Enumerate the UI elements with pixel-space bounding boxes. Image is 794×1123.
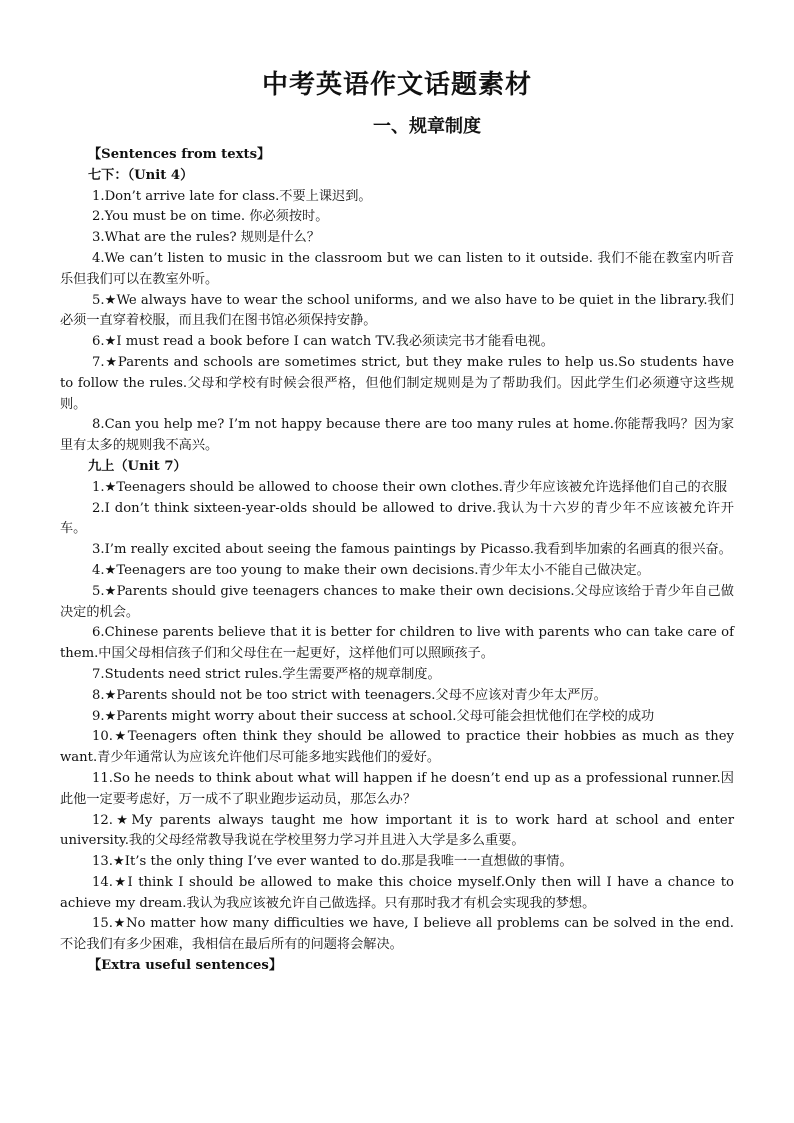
- list-item: 11.So he needs to think about what will happen if he doesn’t end up as a professional runner.因此他一定要考虑好，万一成不了职业跑步运动员，那怎么办？: [60, 770, 734, 807]
- list-item: 4.We can’t listen to music in the classroom but we can listen to it outside. 我们不能在教室内听音乐但我们可以在教室外听。: [60, 250, 734, 287]
- list-item: 6.Chinese parents believe that it is better for children to live with parents who can take care of them.中国父母相信孩子们和父母住在一起更好，这样他们可以照顾孩子。: [60, 625, 734, 662]
- unit-label: 九上（Unit 7）: [88, 458, 187, 474]
- list-item: 8.★Parents should not be too strict with teenagers.父母不应该对青少年太严厉。: [92, 687, 607, 703]
- list-item: 2.I don’t think sixteen-year-olds should be allowed to drive.我认为十六岁的青少年不应该被允许开车。: [60, 500, 734, 537]
- list-item: 8.Can you help me? I’m not happy because there are too many rules at home.你能帮我吗？因为家里有太多的规则我不高兴。: [60, 417, 734, 454]
- list-item: 5.★We always have to wear the school uniforms, and we also have to be quiet in the library.我们必须一直穿着校服，而且我们在图书馆必须保持安静。: [60, 292, 734, 329]
- document-body: [60, 145, 734, 977]
- page-subtitle: 一、规章制度: [373, 116, 481, 137]
- list-item: 9.★Parents might worry about their success at school.父母可能会担忧他们在学校的成功: [92, 708, 655, 724]
- section-heading: 【Sentences from texts】: [88, 147, 271, 162]
- list-item: 3.I’m really excited about seeing the famous paintings by Picasso.我看到毕加索的名画真的很兴奋。: [92, 542, 732, 558]
- list-item: 1.★Teenagers should be allowed to choose their own clothes.青少年应该被允许选择他们自己的衣服: [92, 479, 728, 495]
- list-item: 12.★My parents always taught me how important it is to work hard at school and enter university.我的父母经常教导我说在学校里努力学习并且进入大学是多么重要。: [60, 812, 734, 849]
- list-item: 5.★Parents should give teenagers chances to make their own decisions.父母应该给于青少年自己做决定的机会。: [60, 583, 734, 620]
- section-heading: 【Extra useful sentences】: [88, 958, 283, 974]
- list-item: 7.Students need strict rules.学生需要严格的规章制度。: [92, 666, 441, 682]
- list-item: 2.You must be on time. 你必须按时。: [92, 209, 329, 225]
- list-item: 10.★Teenagers often think they should be allowed to practice their hobbies as much as they want.青少年通常认为应该允许他们尽可能多地实践他们的爱好。: [60, 729, 734, 766]
- list-item: 6.★I must read a book before I can watch TV.我必须读完书才能看电视。: [92, 334, 554, 350]
- page-title: 中考英语作文话题素材: [261, 70, 532, 100]
- unit-label: 七下：（Unit 4）: [88, 167, 194, 183]
- list-item: 3.What are the rules? 规则是什么？: [92, 230, 320, 246]
- list-item: 7.★Parents and schools are sometimes strict, but they make rules to help us.So students have to follow the rules.父母和学校有时候会很严格，但他们制定规则是为了帮助我们。因此学生们必须遵守这些规则。: [60, 354, 734, 412]
- list-item: 14.★I think I should be allowed to make this choice myself.Only then will I have a chance to achieve my dream.我认为我应该被允许自己做选择。只有那时我才有机会实现我的梦想。: [60, 874, 734, 911]
- list-item: 15.★No matter how many difficulties we have, I believe all problems can be solved in the end.不论我们有多少困难，我相信在最后所有的问题将会解决。: [60, 916, 734, 953]
- list-item: 13.★It’s the only thing I’ve ever wanted to do.那是我唯一一直想做的事情。: [92, 854, 573, 870]
- list-item: 1.Don’t arrive late for class.不要上课迟到。: [92, 188, 372, 204]
- list-item: 4.★Teenagers are too young to make their own decisions.青少年太小不能自己做决定。: [92, 562, 650, 578]
